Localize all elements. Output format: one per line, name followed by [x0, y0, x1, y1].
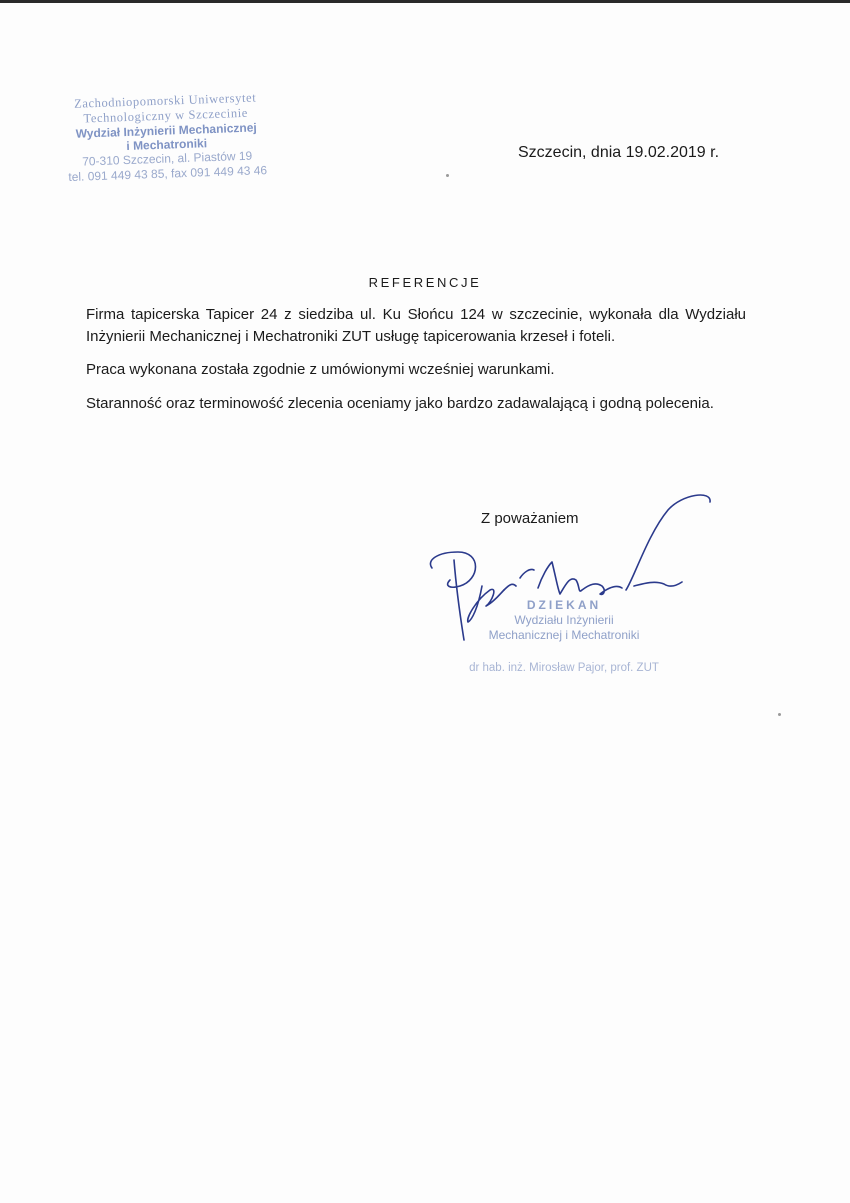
- stamp-line-address: 70-310 Szczecin, al. Piastów 19: [81, 148, 253, 169]
- faculty-stamp: [40, 89, 293, 186]
- closing-phrase: Z poważaniem: [481, 510, 579, 527]
- handwritten-signature: [420, 490, 720, 650]
- stamp-line-faculty: Wydział Inżynierii Mechanicznej: [75, 120, 257, 141]
- scan-speck: [446, 174, 449, 177]
- letter-heading: REFERENCJE: [368, 275, 482, 290]
- dean-stamp-faculty: Wydziału Inżynierii: [514, 613, 614, 627]
- scan-speck: [778, 713, 781, 716]
- paragraph-1: Firma tapicerska Tapicer 24 z siedziba ul. Ku Słońcu 124 w szczecinie, wykonała dla Wydziału Inżynierii Mechanicznej i Mechatroniki ZUT usługę tapicerowania krzeseł i foteli.: [86, 306, 746, 345]
- dean-stamp-name: dr hab. inż. Mirosław Pajor, prof. ZUT: [469, 662, 659, 674]
- stamp-line-university: Zachodniopomorski Uniwersytet: [73, 90, 257, 111]
- paragraph-2: Praca wykonana została zgodnie z umówionymi wcześniej warunkami.: [86, 361, 555, 378]
- dean-stamp-title: DZIEKAN: [526, 598, 602, 612]
- stamp-line-university-2: Technologiczny w Szczecinie: [83, 105, 249, 126]
- stamp-line-faculty-2: i Mechatroniki: [126, 136, 208, 154]
- page-top-edge: [0, 0, 850, 3]
- paragraph-3: Staranność oraz terminowość zlecenia oceniamy jako bardzo zadawalającą i godną polecenia.: [86, 395, 714, 412]
- stamp-line-phone: tel. 091 449 43 85, fax 091 449 43 46: [68, 163, 268, 185]
- dean-stamp-faculty-2: Mechanicznej i Mechatroniki: [488, 628, 640, 642]
- letter-date: Szczecin, dnia 19.02.2019 r.: [518, 144, 720, 161]
